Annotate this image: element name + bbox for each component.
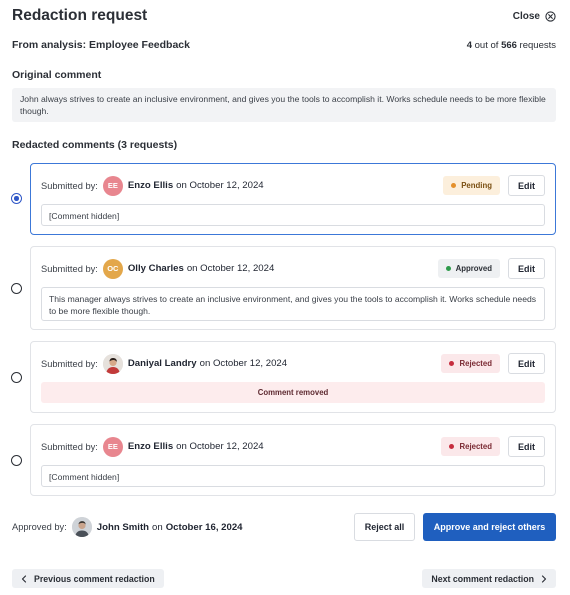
submitted-date: on October 12, 2024: [176, 180, 264, 191]
approval-footer: [12, 513, 556, 541]
submitter-name: Olly Charles: [127, 263, 184, 274]
submitted-by-label: Submitted by:: [41, 358, 98, 369]
redacted-comment-text: [Comment hidden]: [41, 204, 545, 226]
close-label: Close: [512, 10, 540, 22]
approver-avatar: [72, 517, 92, 537]
approved-dot-icon: [446, 266, 451, 271]
edit-button[interactable]: Edit: [508, 436, 545, 457]
dialog-header: [12, 6, 556, 26]
status-badge: [441, 354, 500, 373]
avatar: OC: [103, 259, 123, 279]
avatar-photo: [103, 354, 123, 374]
chevron-left-icon: [21, 575, 27, 583]
status-label: Rejected: [459, 359, 492, 368]
redacted-comments-heading: Redacted comments (3 requests): [12, 139, 178, 151]
redacted-comment-text: This manager always strives to create an inclusive environment, and gives you the tools to accomplish it. Works schedule needs to be more flexible though.: [41, 287, 545, 321]
card-header: [41, 436, 545, 457]
redaction-card: [30, 246, 556, 330]
count-current: 4: [466, 39, 472, 51]
submitted-by-label: Submitted by:: [41, 263, 98, 274]
avatar: EE: [103, 437, 123, 457]
redaction-card: [30, 341, 556, 413]
previous-label: Previous comment redaction: [34, 573, 155, 584]
request-count: [467, 40, 556, 51]
analysis-row: [12, 39, 556, 51]
avatar: EE: [103, 176, 123, 196]
pending-dot-icon: [451, 183, 456, 188]
submitted-date: on October 12, 2024: [176, 441, 264, 452]
person-photo-icon: [103, 354, 123, 374]
approved-date: October 16, 2024: [165, 521, 243, 533]
redaction-card: [30, 424, 556, 496]
radio-select-request-1[interactable]: [11, 193, 22, 204]
approved-on-label: on: [152, 521, 163, 533]
status-label: Pending: [461, 181, 492, 190]
rejected-dot-icon: [449, 444, 454, 449]
status-label: Rejected: [459, 442, 492, 451]
submitted-by-label: Submitted by:: [41, 441, 98, 452]
radio-select-request-4[interactable]: [11, 455, 22, 466]
edit-button[interactable]: Edit: [508, 353, 545, 374]
radio-select-request-3[interactable]: [11, 372, 22, 383]
status-label: Approved: [455, 264, 492, 273]
submitted-date: on October 12, 2024: [186, 263, 275, 274]
edit-button[interactable]: Edit: [508, 175, 545, 196]
redacted-comment-text: [Comment hidden]: [41, 465, 545, 487]
card-header: [41, 353, 545, 374]
analysis-label: From analysis: Employee Feedback: [12, 39, 190, 51]
card-header: [41, 175, 545, 196]
rejected-dot-icon: [449, 361, 454, 366]
submitter-name: Daniyal Landry: [127, 358, 197, 369]
submitter-name: Enzo Ellis: [127, 180, 174, 191]
approved-by-label: Approved by:: [12, 522, 67, 532]
redaction-card: [30, 163, 556, 235]
submitter-name: Enzo Ellis: [127, 441, 174, 452]
previous-redaction-button[interactable]: [12, 569, 164, 588]
radio-select-request-2[interactable]: [11, 283, 22, 294]
approver-name: John Smith: [96, 521, 150, 533]
submitted-date: on October 12, 2024: [199, 358, 288, 369]
count-total: 566: [501, 39, 517, 51]
count-middle: out of: [472, 39, 502, 51]
next-redaction-button[interactable]: [422, 569, 556, 588]
reject-all-button[interactable]: Reject all: [354, 513, 415, 541]
next-label: Next comment redaction: [431, 573, 534, 584]
person-photo-icon: [72, 517, 92, 537]
close-button[interactable]: [513, 11, 556, 22]
comment-removed-banner: Comment removed: [41, 382, 545, 403]
card-header: [41, 258, 545, 279]
close-circle-icon: [545, 11, 556, 22]
original-comment-heading: Original comment: [12, 69, 102, 81]
dialog-title: Redaction request: [12, 7, 148, 24]
edit-button[interactable]: Edit: [508, 258, 545, 279]
approve-and-reject-others-button[interactable]: Approve and reject others: [423, 513, 556, 541]
chevron-right-icon: [541, 575, 547, 583]
submitted-by-label: Submitted by:: [41, 180, 98, 191]
original-comment-text: John always strives to create an inclusive environment, and gives you the tools to accomplish it. Works schedule needs to be more flexible though.: [12, 88, 556, 122]
count-suffix: requests: [516, 39, 556, 51]
status-badge: [443, 176, 500, 195]
status-badge: [438, 259, 500, 278]
status-badge: [441, 437, 500, 456]
